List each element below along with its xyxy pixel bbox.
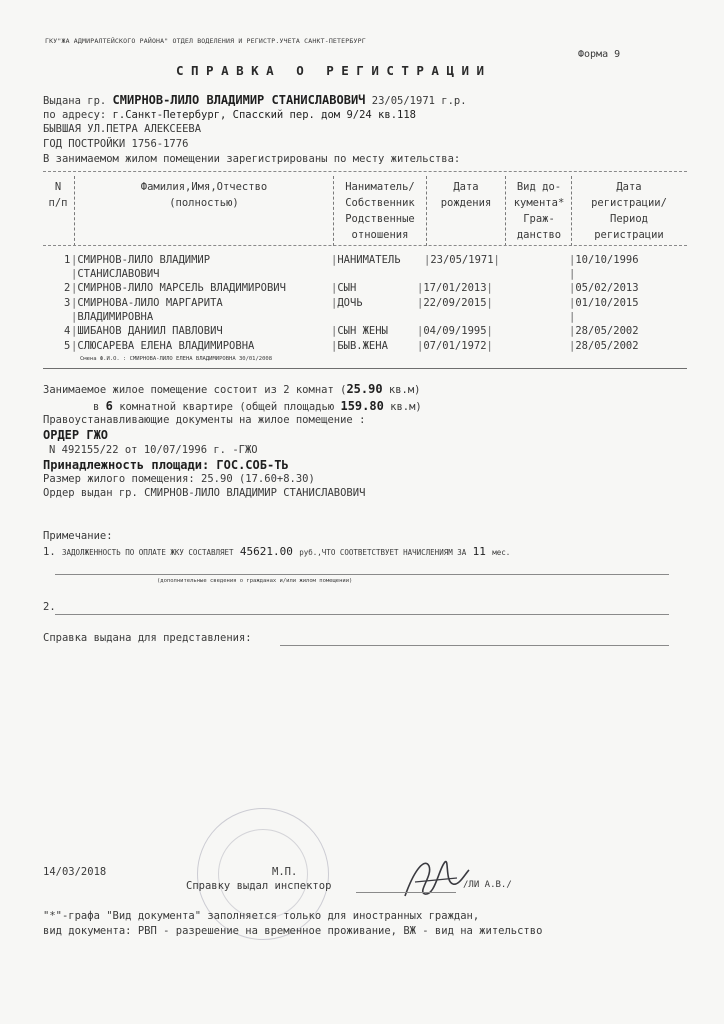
organization-header: ГКУ"ЖА АДМИРАЛТЕЙСКОГО РАЙОНА" ОТДЕЛ ВОДЕЛЕНИЯ И РЕГИСТР.УЧЕТА САНКТ-ПЕТЕРБУРГ [45, 37, 366, 45]
premises-apartment-suffix: кв.м) [383, 401, 422, 413]
row-name-cont: СТАНИСЛАВОВИЧ [77, 268, 160, 280]
signature-icon [395, 848, 475, 908]
row-number: 5 [64, 340, 71, 352]
living-area: Размер жилого помещения: 25.90 (17.60+8.30) [43, 473, 315, 485]
table-bottom-border [43, 368, 687, 369]
address-label: по адресу: [43, 109, 107, 121]
row-relation: БЫВ.ЖЕНА [337, 340, 388, 352]
col-divider [333, 176, 334, 246]
row-relation: СЫН [337, 282, 357, 294]
document-title: СПРАВКА О РЕГИСТРАЦИИ [176, 63, 492, 78]
order-issued: Ордер выдан гр. СМИРНОВ-ЛИЛО ВЛАДИМИР СТАНИСЛАВОВИЧ [43, 487, 366, 499]
issue-date: 14/03/2018 [43, 866, 107, 878]
row-birth: 23/05/1971 [430, 254, 494, 266]
row-registration: 05/02/2013 [575, 282, 639, 294]
header-name: Фамилия,Имя,Отчество (полностью) [140, 181, 268, 209]
document-number: N 492155/22 от 10/07/1996 г. -ГЖО [49, 444, 258, 456]
premises-room-count: 6 [105, 399, 113, 413]
col-divider [505, 176, 506, 246]
ownership: Принадлежность площади: ГОС.СОБ-ТЬ [43, 458, 289, 472]
footnote-1: "*"-графа "Вид документа" заполняется только для иностранных граждан, [43, 910, 480, 922]
row-registration: 10/10/1996 [575, 254, 639, 266]
inspector-label: Справку выдал инспектор [186, 880, 332, 892]
debt-months: 11 [472, 545, 486, 558]
form-number: Форма 9 [578, 49, 621, 60]
purpose-underline [280, 645, 669, 646]
premises-total-area: 159.80 [340, 399, 384, 413]
info-caption: (дополнительные сведения о гражданах и/или жилом помещении) [157, 578, 353, 584]
seal-place: М.П. [272, 866, 298, 878]
note-underline [55, 574, 669, 575]
former-street: БЫВШАЯ УЛ.ПЕТРА АЛЕКСЕЕВА [43, 123, 202, 135]
header-relation: Наниматель/ Собственник Родственные отношения [345, 181, 415, 241]
row-name: ШИБАНОВ ДАНИИЛ ПАВЛОВИЧ [77, 325, 223, 337]
row-birth: 07/01/1972 [423, 340, 487, 352]
row-number: 2 [64, 282, 71, 294]
debt-suffix: мес. [492, 548, 511, 557]
col-divider [571, 176, 572, 246]
col-divider [74, 176, 75, 246]
header-birth: Дата рождения [440, 181, 492, 209]
year-built: ГОД ПОСТРОЙКИ 1756-1776 [43, 138, 189, 150]
row-number: 4 [64, 325, 71, 337]
debt-amount: 45621.00 [239, 545, 293, 558]
issued-name: СМИРНОВ-ЛИЛО ВЛАДИМИР СТАНИСЛАВОВИЧ [112, 93, 366, 107]
notes-label: Примечание: [43, 530, 113, 542]
issued-block [43, 93, 467, 107]
registered-line: В занимаемом жилом помещении зарегистрированы по месту жительства: [43, 153, 461, 165]
row-number: 1 [64, 254, 71, 266]
header-registration: Дата регистрации/ Период регистрации [591, 181, 667, 241]
row-relation: ДОЧЬ [337, 297, 363, 309]
inspector-initials: /ЛИ А.В./ [463, 880, 512, 890]
premises-apartment [93, 399, 422, 413]
row-birth: 17/01/2013 [423, 282, 487, 294]
debt-mid: руб.,ЧТО СООТВЕТСТВУЕТ НАЧИСЛЕНИЯМ ЗА [299, 548, 467, 557]
premises-rooms-suffix: кв.м) [382, 384, 421, 396]
name-change-note: Смена Ф.И.О. : СМИРНОВА-ЛИЛО ЕЛЕНА ВЛАДИМИРОВНА 30/01/2008 [80, 356, 273, 362]
row-registration: 28/05/2002 [575, 325, 639, 337]
row-registration: 01/10/2015 [575, 297, 639, 309]
row-birth: 04/09/1995 [423, 325, 487, 337]
row-relation: НАНИМАТЕЛЬ [337, 254, 401, 266]
address-line [43, 109, 416, 121]
purpose-label: Справка выдана для представления: [43, 632, 252, 644]
col-divider [426, 176, 427, 246]
premises-apartment-mid: комнатной квартире (общей площадью [112, 401, 341, 413]
row-name: СМИРНОВА-ЛИЛО МАРГАРИТА [77, 297, 223, 309]
issued-birth: 23/05/1971 г.р. [371, 95, 467, 107]
address-value: г.Санкт-Петербург, Спасский пер. дом 9/24 кв.118 [112, 109, 416, 121]
row-number: 3 [64, 297, 71, 309]
document-type: ОРДЕР ГЖО [43, 428, 109, 442]
premises-rooms-prefix: Занимаемое жилое помещение состоит из 2 комнат ( [43, 384, 347, 396]
note-2-underline [55, 614, 669, 615]
note-2-number: 2. [43, 601, 56, 613]
premises-rooms [43, 382, 421, 396]
table-top-border [43, 171, 687, 172]
header-document: Вид до- кумента* Граж- данство [513, 181, 565, 241]
row-name: СМИРНОВ-ЛИЛО МАРСЕЛЬ ВЛАДИМИРОВИЧ [77, 282, 286, 294]
premises-apartment-prefix: в [93, 401, 106, 413]
issued-label: Выдана гр. [43, 95, 107, 107]
note-1 [43, 545, 510, 558]
row-relation: СЫН ЖЕНЫ [337, 325, 388, 337]
footnote-2: вид документа: РВП - разрешение на временное проживание, ВЖ - вид на жительство [43, 925, 543, 937]
row-name-cont: ВЛАДИМИРОВНА [77, 311, 154, 323]
signature-line [356, 892, 456, 893]
row-name: СМИРНОВ-ЛИЛО ВЛАДИМИР [77, 254, 211, 266]
debt-prefix: ЗАДОЛЖЕННОСТЬ ПО ОПЛАТЕ ЖКУ СОСТАВЛЯЕТ [61, 548, 234, 557]
header-number: N п/п [48, 181, 68, 209]
premises-rooms-area: 25.90 [346, 382, 383, 396]
row-name: СЛЮСАРЕВА ЕЛЕНА ВЛАДИМИРОВНА [77, 340, 255, 352]
table-header-border [43, 245, 687, 246]
title-documents-label: Правоустанавливающие документы на жилое помещение : [43, 414, 366, 426]
row-registration: 28/05/2002 [575, 340, 639, 352]
note-1-number: 1. [43, 546, 56, 558]
row-birth: 22/09/2015 [423, 297, 487, 309]
